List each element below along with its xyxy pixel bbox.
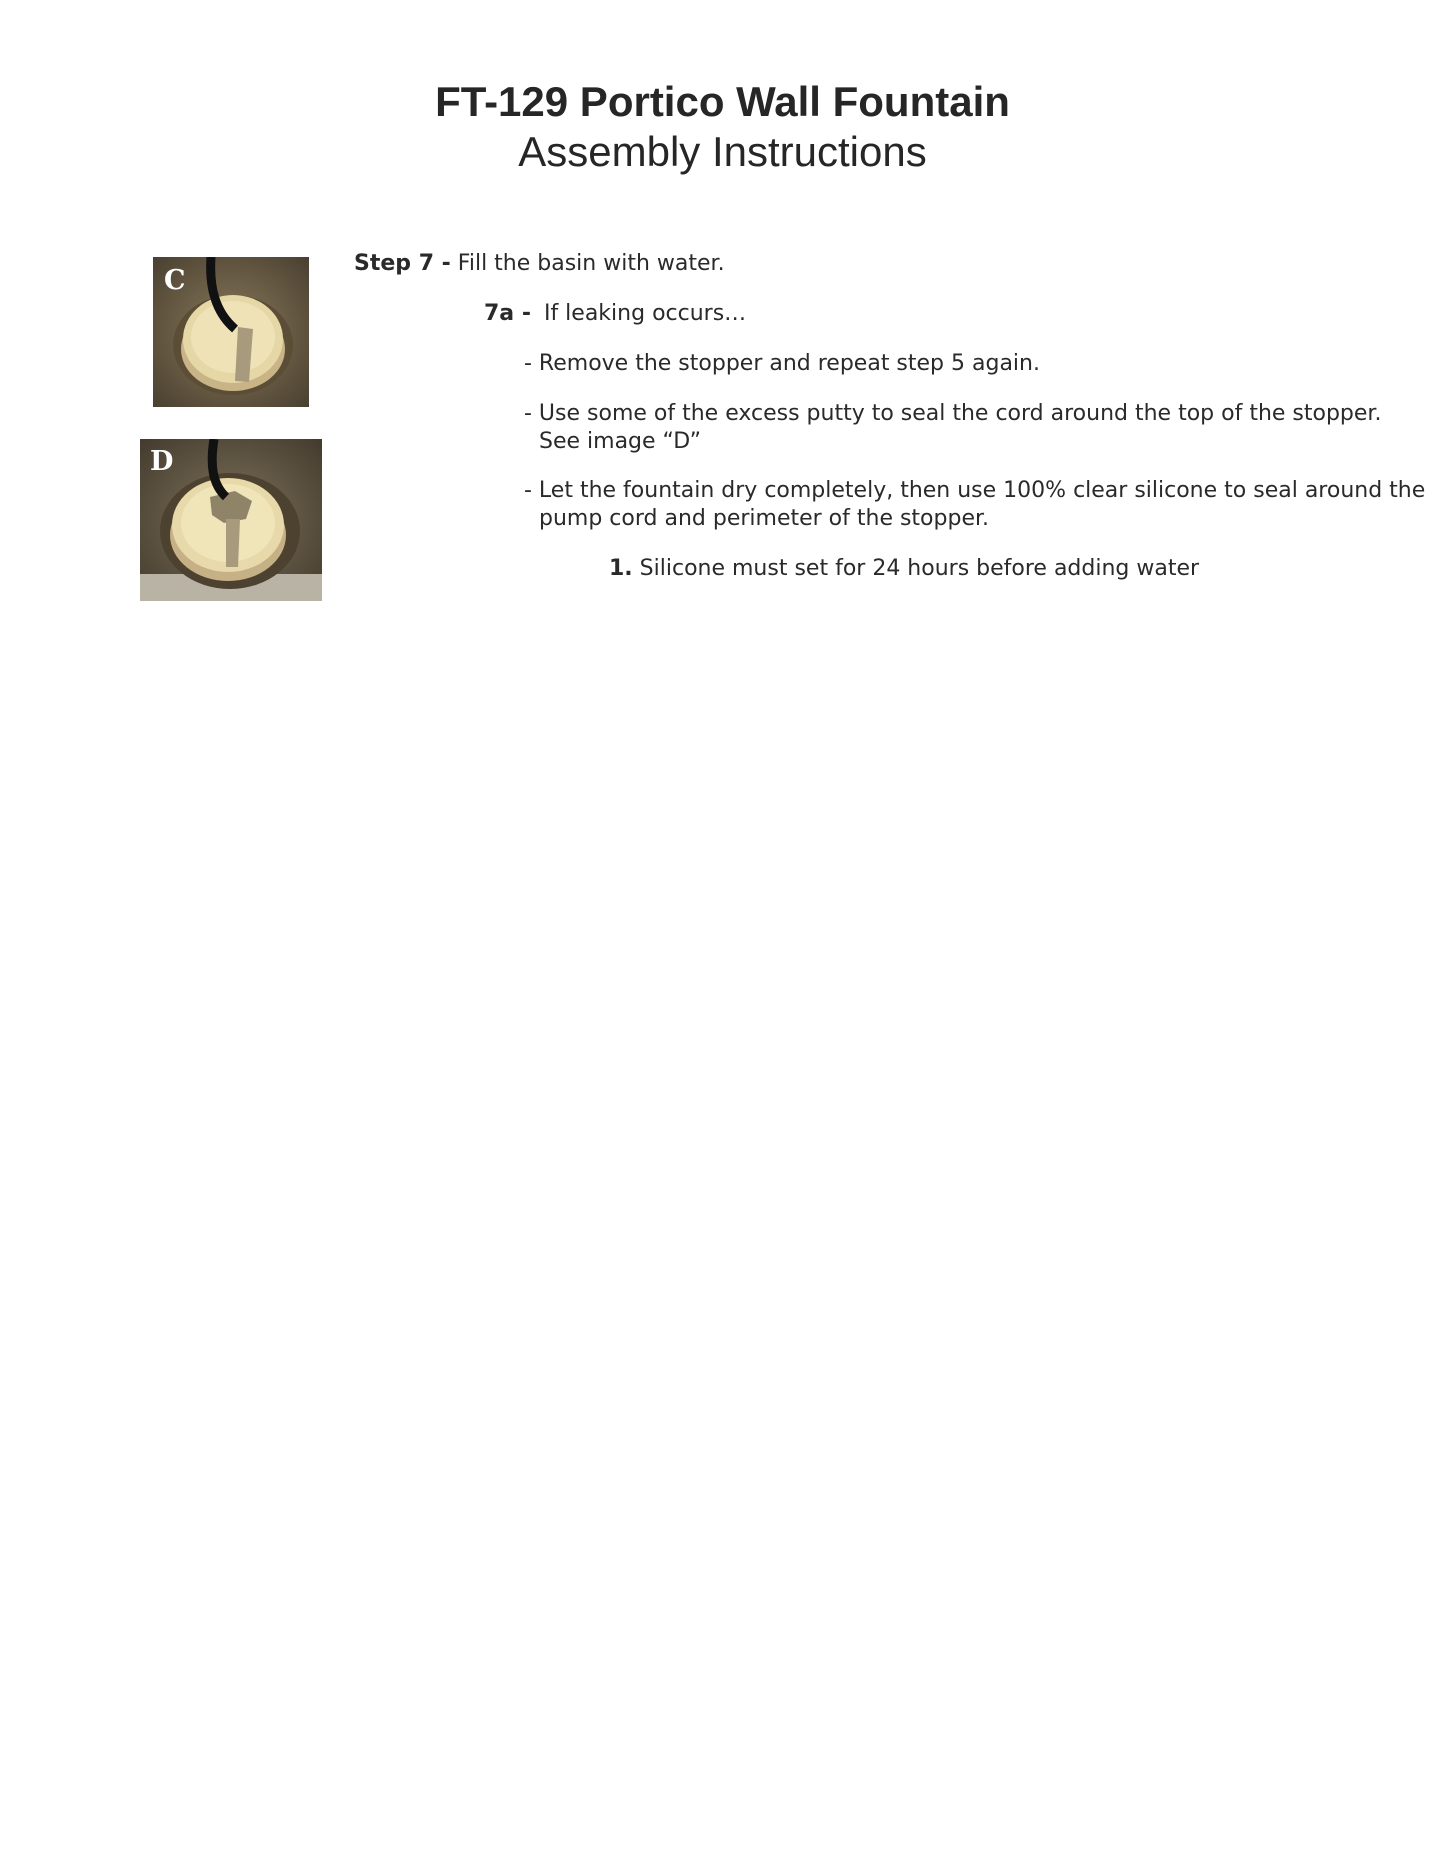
- bullet-2-line-2: See image “D”: [539, 429, 702, 454]
- page-subtitle: Assembly Instructions: [518, 128, 927, 175]
- bullet-3-line-1: - Let the fountain dry completely, then use 100% clear silicone to seal around the: [524, 478, 1426, 503]
- numbered-item-number: 1.: [609, 556, 633, 581]
- photo-d: [140, 439, 322, 601]
- step-7-label: Step 7 -: [354, 251, 451, 276]
- bullet-2-line-1: - Use some of the excess putty to seal the cord around the top of the stopper.: [524, 401, 1382, 426]
- step-7-line: [354, 250, 725, 278]
- step-7-text: Fill the basin with water.: [457, 251, 725, 276]
- page-title: FT-129 Portico Wall Fountain: [435, 78, 1010, 125]
- step-7a-label: 7a -: [484, 301, 531, 326]
- bullet-1-line-1: - Remove the stopper and repeat step 5 again.: [524, 351, 1040, 376]
- photo-c-label: C: [164, 265, 186, 296]
- bullet-3-line-2: pump cord and perimeter of the stopper.: [539, 506, 990, 531]
- photo-c: [153, 257, 309, 407]
- step-7a-text: If leaking occurs…: [543, 301, 747, 326]
- photo-d-label: D: [150, 446, 174, 477]
- numbered-item-1: [609, 555, 1199, 583]
- numbered-item-text: Silicone must set for 24 hours before adding water: [639, 556, 1200, 581]
- step-7a-line: [484, 300, 746, 328]
